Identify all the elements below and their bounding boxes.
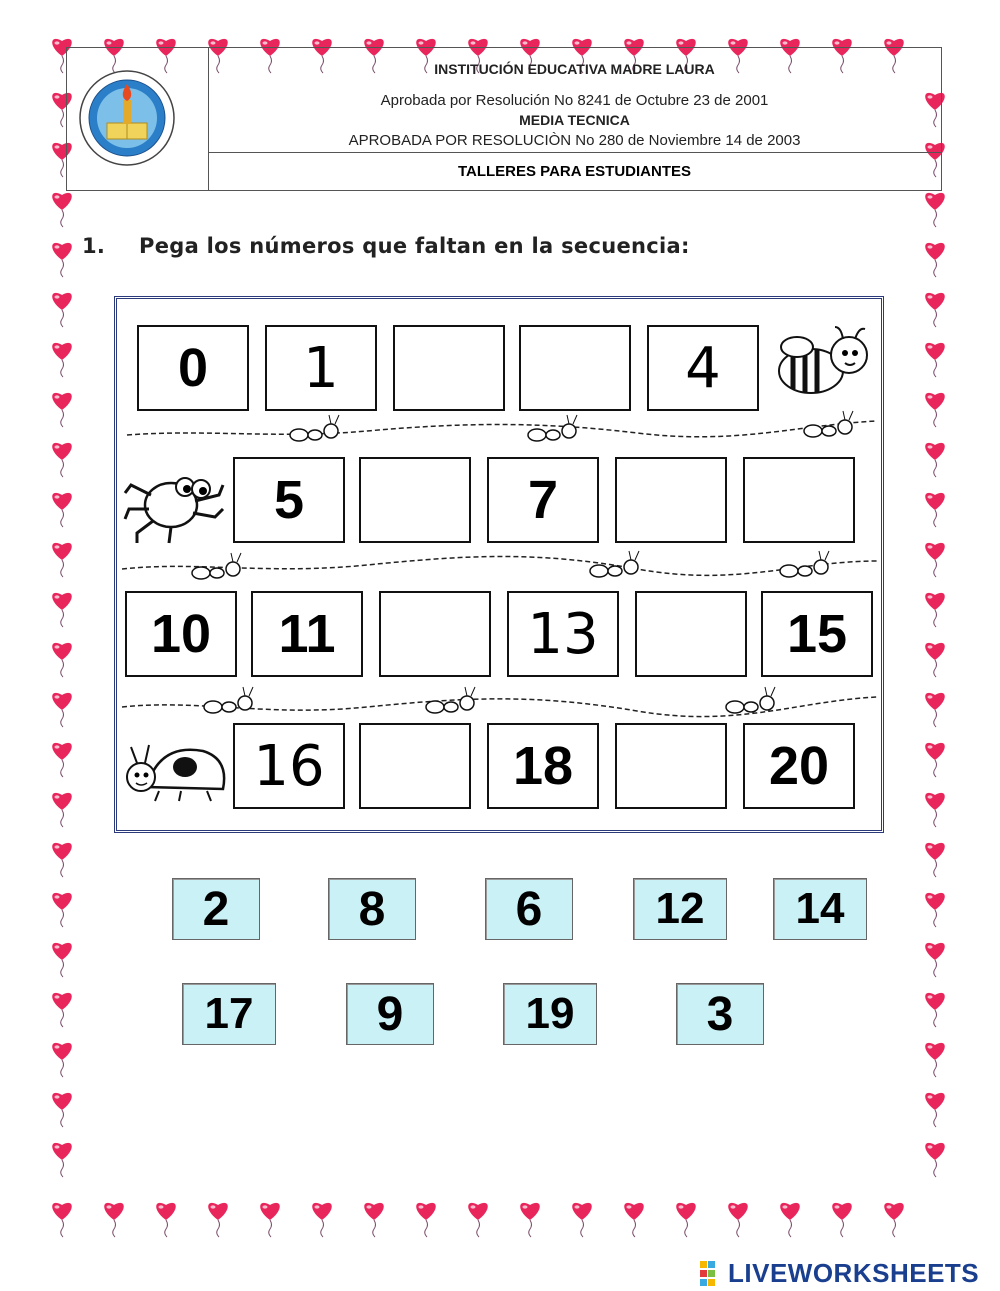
sequence-cell: 11	[251, 591, 363, 677]
sequence-cell: 16	[233, 723, 345, 809]
heart-icon	[52, 393, 72, 427]
sequence-board	[114, 296, 884, 833]
heart-icon	[52, 993, 72, 1027]
heart-icon	[925, 393, 945, 427]
ant-icon	[525, 411, 585, 447]
sequence-cell: 5	[233, 457, 345, 543]
ant-icon	[287, 411, 347, 447]
answer-tile[interactable]: 19	[503, 983, 597, 1045]
sequence-drop-slot[interactable]	[635, 591, 747, 677]
heart-icon	[925, 243, 945, 277]
ant-icon	[777, 547, 837, 583]
heart-icon	[468, 1203, 488, 1237]
education-level: MEDIA TECNICA	[519, 112, 630, 128]
heart-icon	[925, 193, 945, 227]
heart-icon	[52, 1093, 72, 1127]
answer-tile[interactable]: 8	[328, 878, 416, 940]
answer-tile[interactable]: 6	[485, 878, 573, 940]
heart-icon	[52, 343, 72, 377]
sequence-cell: 15	[761, 591, 873, 677]
answer-tile[interactable]: 3	[676, 983, 764, 1045]
heart-icon	[52, 793, 72, 827]
heart-icon	[156, 1203, 176, 1237]
sequence-drop-slot[interactable]	[743, 457, 855, 543]
heart-icon	[925, 843, 945, 877]
school-logo-icon	[77, 68, 177, 168]
heart-icon	[208, 1203, 228, 1237]
heart-icon	[925, 643, 945, 677]
heart-icon	[925, 743, 945, 777]
heart-icon	[925, 593, 945, 627]
sequence-drop-slot[interactable]	[359, 457, 471, 543]
heart-icon	[52, 443, 72, 477]
spider-icon	[123, 459, 227, 547]
liveworksheets-brand[interactable]	[700, 1258, 979, 1289]
approval-line-1: Aprobada por Resolución No 8241 de Octubre 23 de 2001	[380, 92, 769, 109]
heart-icon	[520, 1203, 540, 1237]
heart-icon	[925, 443, 945, 477]
institution-name: INSTITUCIÓN EDUCATIVA MADRE LAURA	[434, 61, 715, 77]
sequence-cell: 7	[487, 457, 599, 543]
sequence-cell: 10	[125, 591, 237, 677]
heart-icon	[728, 1203, 748, 1237]
heart-icon	[52, 1043, 72, 1077]
sequence-drop-slot[interactable]	[359, 723, 471, 809]
liveworksheets-logo-icon	[700, 1261, 722, 1287]
sequence-drop-slot[interactable]	[615, 457, 727, 543]
sequence-drop-slot[interactable]	[519, 325, 631, 411]
answer-tile[interactable]: 12	[633, 878, 727, 940]
sequence-cell: 13	[507, 591, 619, 677]
ant-icon	[587, 547, 647, 583]
heart-icon	[925, 1143, 945, 1177]
heart-icon	[572, 1203, 592, 1237]
ant-icon	[723, 683, 783, 719]
heart-icon	[52, 493, 72, 527]
heart-icon	[832, 1203, 852, 1237]
heart-icon	[925, 893, 945, 927]
heart-icon	[104, 1203, 124, 1237]
heart-icon	[52, 693, 72, 727]
sequence-drop-slot[interactable]	[393, 325, 505, 411]
heart-icon	[925, 293, 945, 327]
heart-icon	[925, 1043, 945, 1077]
section-title: TALLERES PARA ESTUDIANTES	[208, 152, 941, 190]
heart-icon	[52, 743, 72, 777]
heart-icon	[925, 1093, 945, 1127]
logo-cell	[67, 48, 209, 190]
sequence-drop-slot[interactable]	[615, 723, 727, 809]
ladybug-icon	[119, 737, 229, 803]
bee-icon	[771, 319, 871, 409]
heart-icon	[52, 893, 72, 927]
school-header	[66, 47, 942, 191]
answer-tile[interactable]: 2	[172, 878, 260, 940]
heart-icon	[260, 1203, 280, 1237]
heart-icon	[676, 1203, 696, 1237]
ant-icon	[189, 549, 249, 585]
sequence-cell: 0	[137, 325, 249, 411]
sequence-cell: 18	[487, 723, 599, 809]
instruction-text: Pega los números que faltan en la secuencia:	[139, 234, 690, 258]
ant-icon	[801, 407, 861, 443]
sequence-cell: 20	[743, 723, 855, 809]
heart-icon	[52, 543, 72, 577]
heart-icon	[925, 543, 945, 577]
heart-icon	[925, 793, 945, 827]
heart-icon	[52, 593, 72, 627]
sequence-cell: 1	[265, 325, 377, 411]
heart-icon	[925, 693, 945, 727]
answer-tile[interactable]: 17	[182, 983, 276, 1045]
exercise-instruction	[82, 234, 690, 258]
heart-icon	[780, 1203, 800, 1237]
heart-icon	[624, 1203, 644, 1237]
heart-icon	[52, 193, 72, 227]
heart-icon	[52, 943, 72, 977]
heart-icon	[52, 293, 72, 327]
heart-icon	[884, 1203, 904, 1237]
heart-icon	[52, 1203, 72, 1237]
heart-icon	[925, 493, 945, 527]
heart-icon	[52, 1143, 72, 1177]
answer-tile[interactable]: 14	[773, 878, 867, 940]
heart-icon	[52, 843, 72, 877]
heart-icon	[52, 243, 72, 277]
approval-line-2: APROBADA POR RESOLUCIÒN No 280 de Noviembre 14 de 2003	[348, 132, 801, 149]
brand-name: LIVEWORKSHEETS	[728, 1258, 980, 1288]
heart-icon	[52, 643, 72, 677]
ant-icon	[201, 683, 261, 719]
sequence-drop-slot[interactable]	[379, 591, 491, 677]
heart-icon	[925, 943, 945, 977]
answer-tile[interactable]: 9	[346, 983, 434, 1045]
heart-icon	[925, 993, 945, 1027]
ant-icon	[423, 683, 483, 719]
heart-icon	[364, 1203, 384, 1237]
heart-icon	[312, 1203, 332, 1237]
exercise-number: 1.	[82, 234, 106, 258]
heart-icon	[925, 343, 945, 377]
heart-icon	[416, 1203, 436, 1237]
sequence-cell: 4	[647, 325, 759, 411]
